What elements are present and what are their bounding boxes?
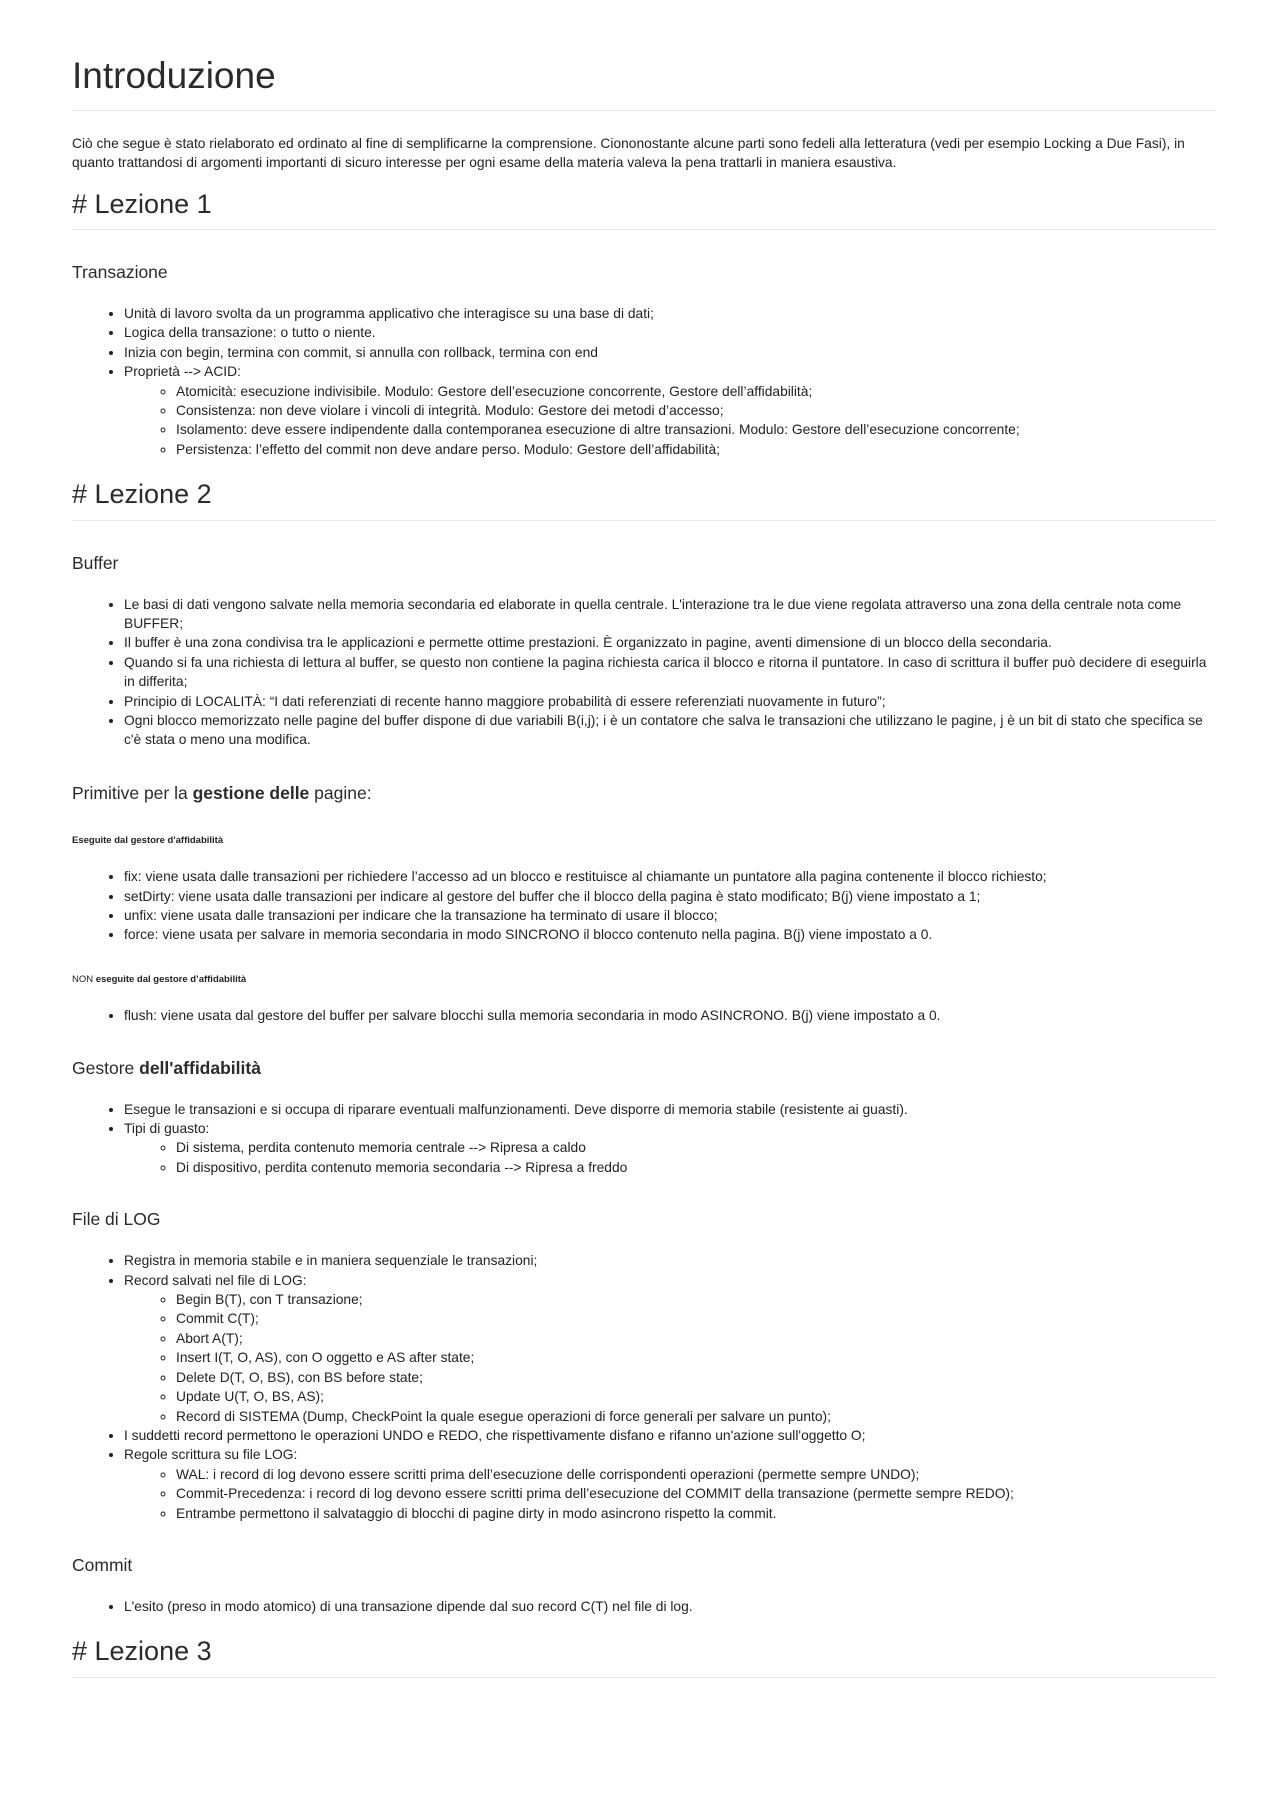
lezione-3-heading: # Lezione 3	[72, 1635, 1216, 1677]
list-item: • Quando si fa una richiesta di lettura al buffer, se questo non contiene la pagina richiesta carica il blocco e ritorna il puntatore. In caso di scrittura il buffer può decidere di eseguirla in differita;	[124, 653, 1216, 692]
non-eseguite-label: NON eseguite dal gestore d’affidabilità	[72, 973, 247, 985]
list-item: ◦ Begin B(T), con T transazione;	[176, 1290, 1216, 1309]
guasti-list	[124, 1138, 1216, 1177]
list-item: ◦ Commit C(T);	[176, 1309, 1216, 1328]
list-item: ◦ Isolamento: deve essere indipendente dalla contemporanea esecuzione di altre transazioni. Modulo: Gestore dell’esecuzione concorrente;	[176, 420, 1216, 439]
log-list	[72, 1251, 1216, 1523]
list-item: • I suddetti record permettono le operazioni UNDO e REDO, che rispettivamente disfano e rifanno un'azione sull'oggetto O;	[124, 1426, 1216, 1445]
list-item: ◦ Abort A(T);	[176, 1329, 1216, 1348]
list-item: ◦ Entrambe permettono il salvataggio di blocchi di pagine dirty in modo asincrono rispetto la commit.	[176, 1504, 1216, 1523]
list-item: ◦ Persistenza: l’effetto del commit non deve andare perso. Modulo: Gestore dell’affidabilità;	[176, 440, 1216, 459]
buffer-list	[72, 595, 1216, 750]
buffer-heading: Buffer	[72, 552, 119, 573]
list-item: • Unità di lavoro svolta da un programma applicativo che interagisce su una base di dati;	[124, 304, 1216, 323]
list-item	[124, 362, 1216, 459]
acid-label: Proprietà --> ACID:	[124, 364, 241, 380]
primitive-heading: Primitive per la gestione delle pagine:	[72, 782, 372, 803]
log-heading: File di LOG	[72, 1209, 161, 1230]
list-item: • Logica della transazione: o tutto o niente.	[124, 323, 1216, 342]
list-item: ◦ WAL: i record di log devono essere scritti prima dell’esecuzione delle corrispondenti operazioni (permette sempre UNDO);	[176, 1465, 1216, 1484]
list-item	[124, 1445, 1216, 1523]
eseguite-list	[72, 867, 1216, 945]
guasti-label: Tipi di guasto:	[124, 1121, 210, 1137]
list-item: ◦ Update U(T, O, BS, AS);	[176, 1387, 1216, 1406]
list-item: ◦ Di sistema, perdita contenuto memoria centrale --> Ripresa a caldo	[176, 1138, 1216, 1157]
list-item: • unfix: viene usata dalle transazioni per indicare che la transazione ha terminato di usare il blocco;	[124, 906, 1216, 925]
list-item: • Registra in memoria stabile e in maniera sequenziale le transazioni;	[124, 1251, 1216, 1270]
list-item: ◦ Consistenza: non deve violare i vincoli di integrità. Modulo: Gestore dei metodi d’accesso;	[176, 401, 1216, 420]
gestore-heading: Gestore dell'affidabilità	[72, 1057, 261, 1078]
list-item: ◦ Insert I(T, O, AS), con O oggetto e AS after state;	[176, 1348, 1216, 1367]
transazione-list	[72, 304, 1216, 459]
list-item: ◦ Delete D(T, O, BS), con BS before state;	[176, 1368, 1216, 1387]
list-item	[124, 1119, 1216, 1177]
list-item: • L'esito (preso in modo atomico) di una transazione dipende dal suo record C(T) nel file di log.	[124, 1597, 1216, 1616]
list-item: ◦ Atomicità: esecuzione indivisibile. Modulo: Gestore dell’esecuzione concorrente, Gestore dell’affidabilità;	[176, 382, 1216, 401]
list-item: • Inizia con begin, termina con commit, si annulla con rollback, termina con end	[124, 343, 1216, 362]
list-item: • setDirty: viene usata dalle transazioni per indicare al gestore del buffer che il blocco della pagina è stato modificato; B(j) viene impostato a 1;	[124, 887, 1216, 906]
list-item: • Le basi di dati vengono salvate nella memoria secondaria ed elaborate in quella centrale. L'interazione tra le due viene regolata attraverso una zona della centrale nota come BUFFER;	[124, 595, 1216, 634]
list-item: ◦ Commit-Precedenza: i record di log devono essere scritti prima dell’esecuzione del COMMIT della transazione (permette sempre REDO);	[176, 1484, 1216, 1503]
document-page	[72, 55, 1216, 1678]
list-item: ◦ Di dispositivo, perdita contenuto memoria secondaria --> Ripresa a freddo	[176, 1158, 1216, 1177]
list-item: • Principio di LOCALITÀ: “I dati referenziati di recente hanno maggiore probabilità di essere referenziati nuovamente in futuro”;	[124, 692, 1216, 711]
acid-list	[124, 382, 1216, 460]
list-item: • Il buffer è una zona condivisa tra le applicazioni e permette ottime prestazioni. È organizzato in pagine, aventi dimensione di un blocco della secondaria.	[124, 633, 1216, 652]
page-title: Introduzione	[72, 55, 1216, 111]
commit-heading: Commit	[72, 1554, 133, 1575]
intro-paragraph: Ciò che segue è stato rielaborato ed ordinato al fine di semplificarne la comprensione. Ciononostante alcune parti sono fedeli alla letteratura (vedi per esempio Locking a Due Fasi), in quanto trattandosi di argomenti importanti di sicuro interesse per ogni esame della materia valeva la pena trattarli in maniera esaustiva.	[72, 135, 1185, 170]
list-item: • flush: viene usata dal gestore del buffer per salvare blocchi sulla memoria secondaria in modo ASINCRONO. B(j) viene impostato a 0.	[124, 1006, 1216, 1025]
regole-label: Regole scrittura su file LOG:	[124, 1447, 298, 1463]
commit-list	[72, 1597, 1216, 1616]
records-label: Record salvati nel file di LOG:	[124, 1272, 307, 1288]
lezione-1-heading: # Lezione 1	[72, 188, 1216, 230]
eseguite-label: Eseguite dal gestore d'affidabilità	[72, 834, 224, 846]
list-item	[124, 1271, 1216, 1426]
gestore-list	[72, 1100, 1216, 1178]
non-eseguite-list	[72, 1006, 1216, 1025]
list-item: ◦ Record di SISTEMA (Dump, CheckPoint la quale esegue operazioni di force generali per salvare un punto);	[176, 1407, 1216, 1426]
transazione-heading: Transazione	[72, 261, 168, 282]
regole-list	[124, 1465, 1216, 1523]
list-item: • fix: viene usata dalle transazioni per richiedere l’accesso ad un blocco e restituisce al chiamante un puntatore alla pagina contenente il blocco richiesto;	[124, 867, 1216, 886]
records-list	[124, 1290, 1216, 1426]
list-item: • force: viene usata per salvare in memoria secondaria in modo SINCRONO il blocco contenuto nella pagina. B(j) viene impostato a 0.	[124, 925, 1216, 944]
list-item: • Ogni blocco memorizzato nelle pagine del buffer dispone di due variabili B(i,j); i è un contatore che salva le transazioni che utilizzano le pagine, j è un bit di stato che specifica se c'è stata o meno una modifica.	[124, 711, 1216, 750]
lezione-2-heading: # Lezione 2	[72, 478, 1216, 520]
list-item: • Esegue le transazioni e si occupa di riparare eventuali malfunzionamenti. Deve disporre di memoria stabile (resistente ai guasti).	[124, 1100, 1216, 1119]
